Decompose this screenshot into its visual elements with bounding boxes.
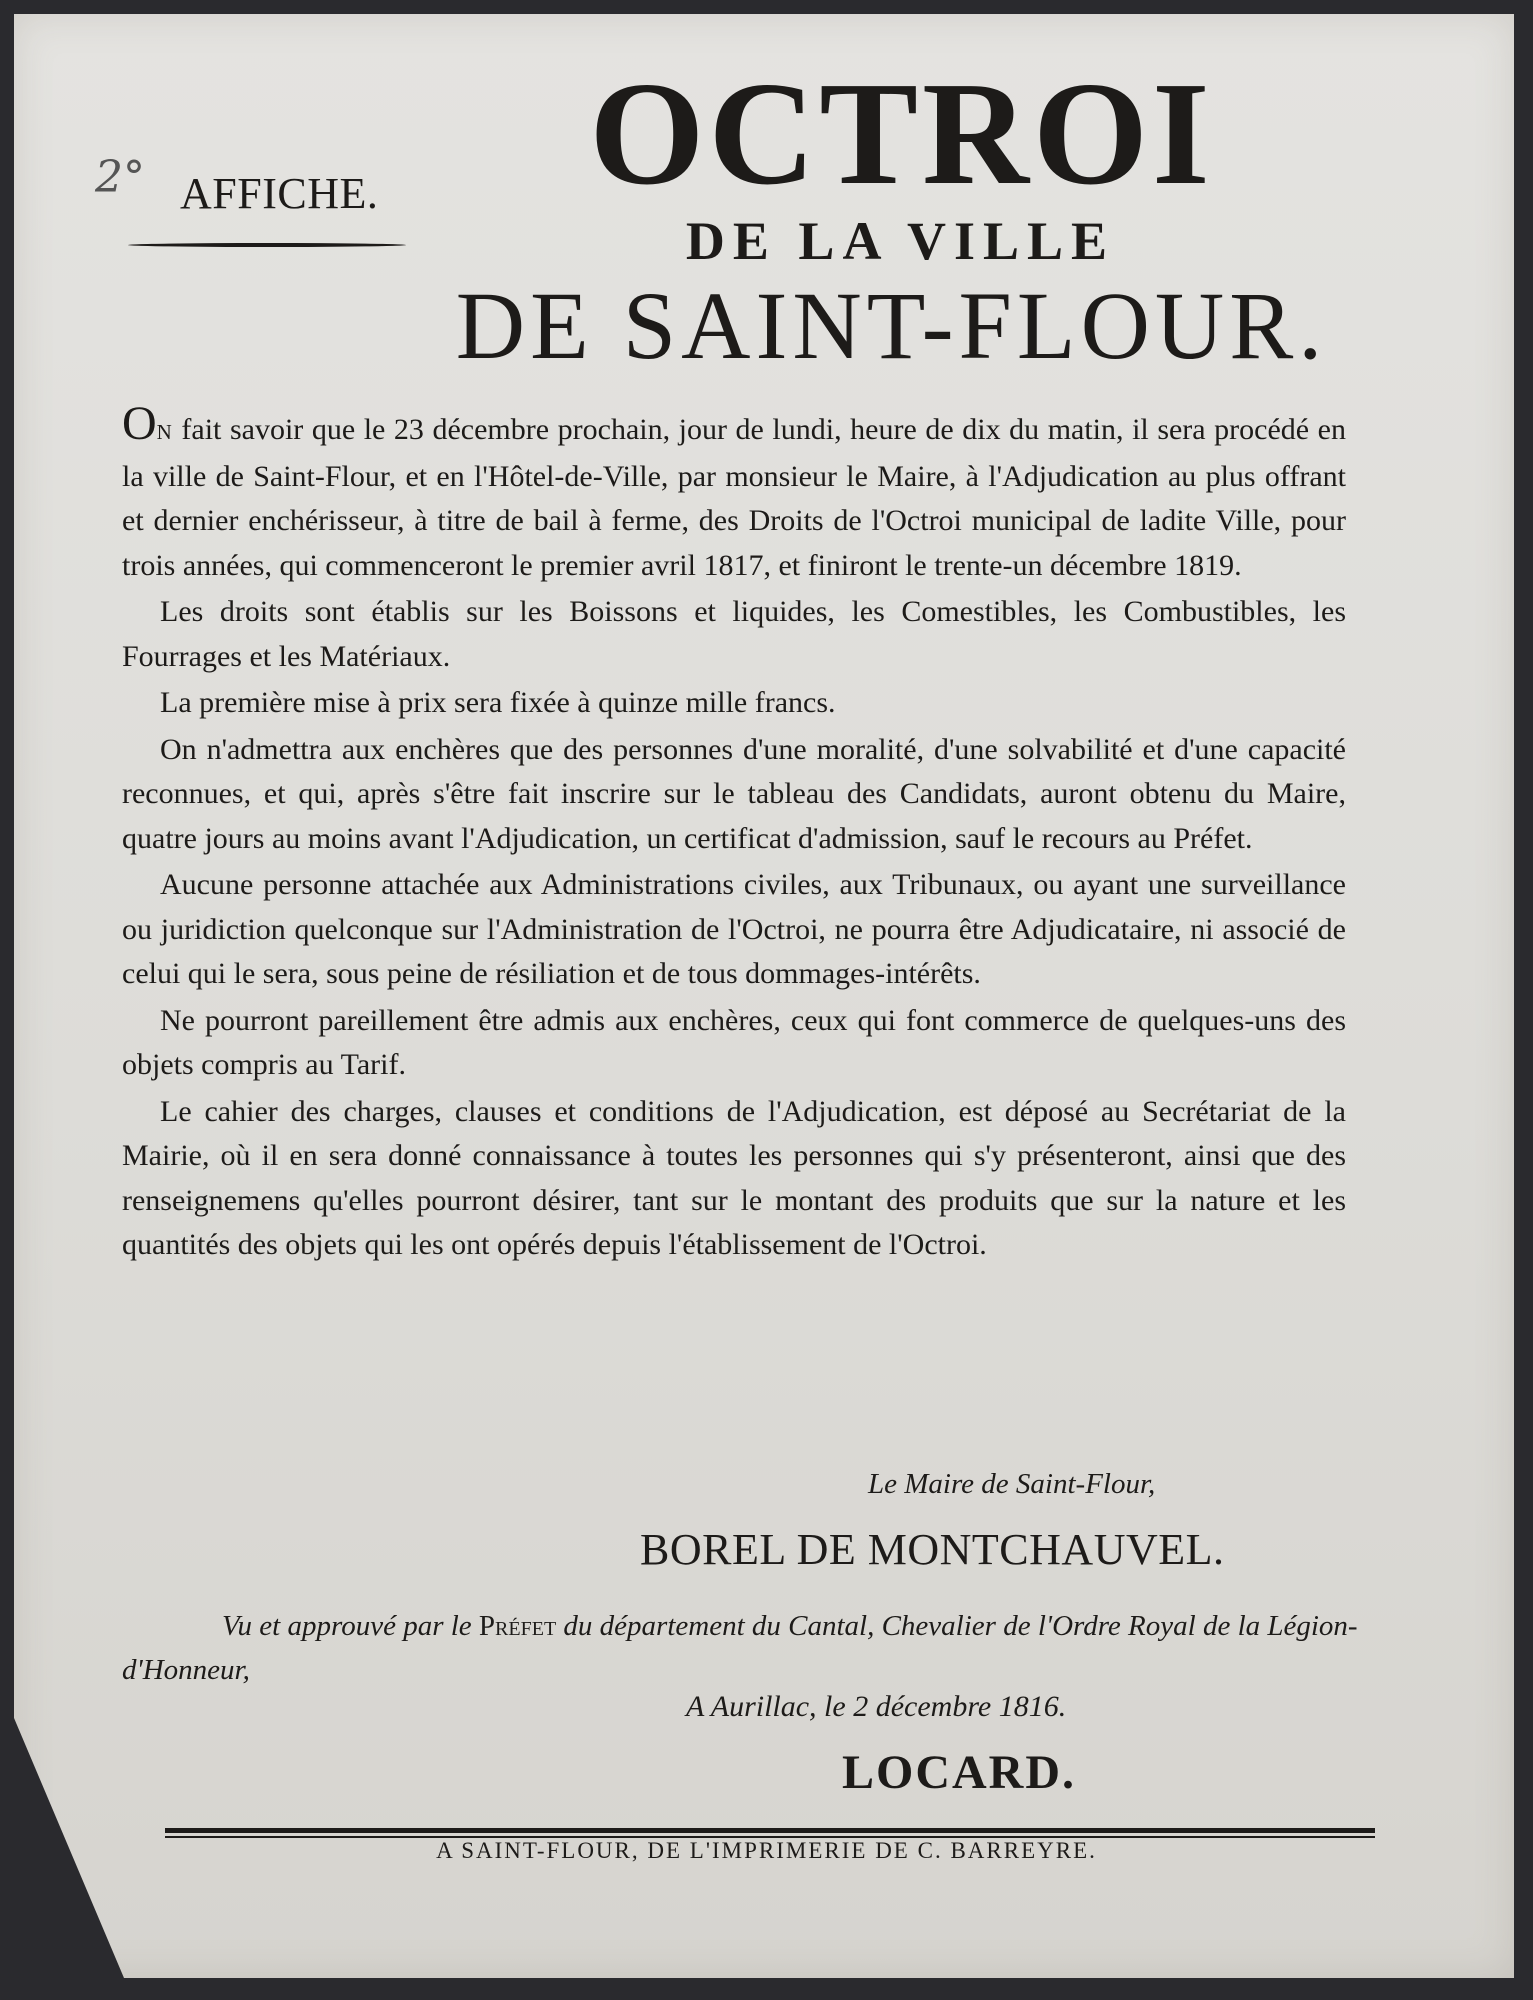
footer-rule-thick — [165, 1828, 1375, 1833]
paragraph-admission: On n'admettra aux enchères que des personnes d'une moralité, d'une solvabilité et d'une capacité reconnues, et qui, après s'être fait inscrire sur le tableau des Candidats, auront obtenu du Maire, quatre jours au moins avant l'Adjudication, un certificat d'admission, sauf le recours au Préfet. — [122, 732, 1346, 855]
drop-cap: O — [122, 397, 157, 450]
approval-post: du département du Cantal, Chevalier de l'Ordre Royal de la Légion-d'Honneur, — [122, 1610, 1358, 1686]
paragraph-announcement-text: fait savoir que le 23 décembre prochain, jour de lundi, heure de dix du matin, il sera procédé en la ville de Saint-Flour, et en l'Hôtel-de-Ville, par monsieur le Maire, à l'Adjudication au plus offrant et dernier enchérisseur, à titre de bail à ferme, des Droits de l'Octroi municipal de ladite Ville, pour trois années, qui commenceront le premier avril 1817, et finiront le trente-un décembre 1819. — [122, 413, 1346, 582]
paragraph-announcement — [122, 397, 1346, 588]
place-date: A Aurillac, le 2 décembre 1816. — [686, 1690, 1067, 1723]
paragraph-commerce: Ne pourront pareillement être admis aux enchères, ceux qui font commerce de quelques-uns des objets compris au Tarif. — [122, 1003, 1346, 1081]
handwritten-mark: 2° — [95, 152, 145, 203]
notice-body — [122, 397, 1346, 1270]
paragraph-cahier-des-charges: Le cahier des charges, clauses et conditions de l'Adjudication, est déposé au Secrétariat de la Mairie, où il en sera donné connaissance à toutes les personnes qui s'y présenteront, ainsi que des renseignemens qu'elles pourront désirer, tant sur le montant des produits que sur la nature et les quantités des objets qui les ont opérés depuis l'établissement de l'Octroi. — [122, 1094, 1346, 1261]
poster-subtitle-ville: DE LA VILLE — [685, 211, 1116, 271]
poster-title: OCTROI — [589, 52, 1214, 216]
approval-prefet: Préfet — [478, 1610, 557, 1642]
paragraph-droits: Les droits sont établis sur les Boissons et liquides, les Comestibles, les Combustibles, les Fourrages et les Matériaux. — [122, 595, 1346, 673]
approval-line — [122, 1604, 1362, 1692]
paragraph-incompatibilite: Aucune personne attachée aux Administrations civiles, aux Tribunaux, ou ayant une surveillance ou juridiction quelconque sur l'Administration de l'Octroi, ne pourra être Adjudicataire, ni associé de celui qui le sera, sous peine de résiliation et de tous dommages-intérêts. — [122, 868, 1346, 990]
mayor-role: Le Maire de Saint-Flour, — [868, 1468, 1156, 1500]
small-cap: N — [156, 420, 173, 444]
prefect-name: LOCARD. — [842, 1746, 1077, 1799]
poster-subtitle-saint-flour: DE SAINT-FLOUR. — [455, 272, 1328, 379]
approval-pre: Vu et approuvé par le — [222, 1610, 479, 1642]
mayor-name: BOREL DE MONTCHAUVEL. — [640, 1525, 1225, 1574]
affiche-label: AFFICHE. — [180, 169, 379, 218]
printer-imprint: A SAINT-FLOUR, DE L'IMPRIMERIE DE C. BARREYRE. — [436, 1838, 1097, 1863]
paragraph-mise-a-prix: La première mise à prix sera fixée à quinze mille francs. — [160, 686, 836, 719]
